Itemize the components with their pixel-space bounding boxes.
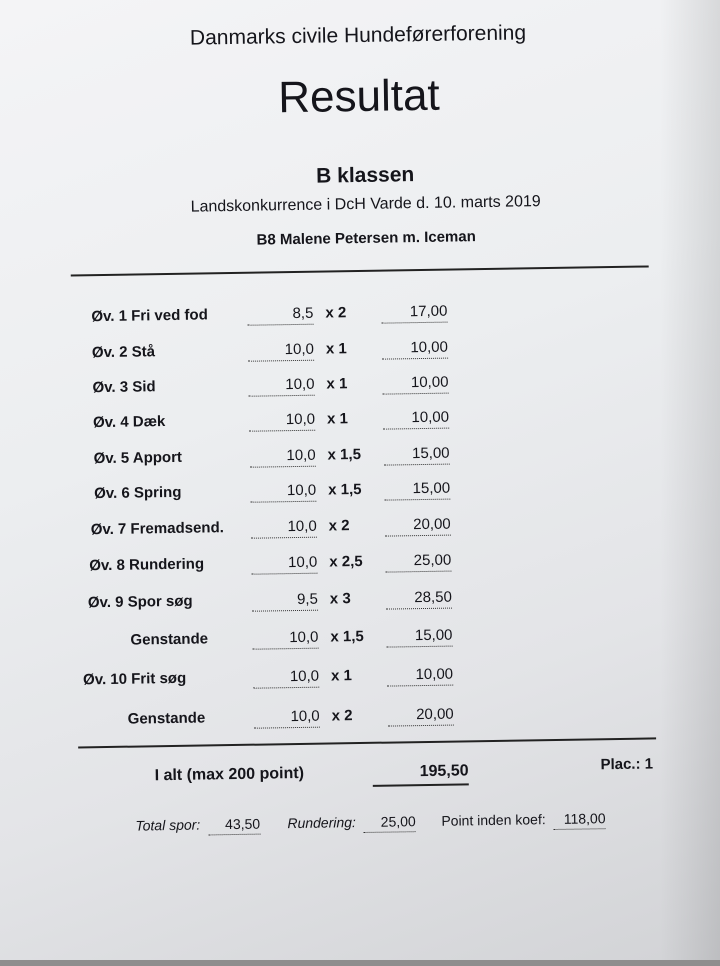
exercise-score: 10,0 (251, 518, 317, 539)
exercise-coefficient: x 2 (331, 707, 353, 725)
total-spor-label: Total spor: (135, 816, 201, 834)
total-spor (135, 816, 260, 837)
exercise-coefficient: x 1 (325, 340, 347, 358)
exercise-name: Øv. 2 Stå (91, 343, 156, 362)
exercise-name: Genstande (127, 709, 206, 728)
exercise-points: 10,00 (383, 409, 449, 430)
exercise-score: 10,0 (251, 554, 317, 575)
point-inden-koef-value: 118,00 (553, 810, 605, 830)
exercise-points: 25,00 (385, 552, 451, 573)
top-divider (71, 265, 649, 276)
table-row (1, 511, 720, 552)
exercise-coefficient: x 2,5 (329, 552, 363, 571)
exercise-name: Øv. 1 Fri ved fod (91, 306, 208, 326)
exercise-name: Øv. 5 Apport (93, 448, 183, 468)
point-inden-koef-label: Point inden koef: (441, 811, 546, 829)
exercise-coefficient: x 1,5 (327, 445, 362, 464)
exercise-points: 20,00 (385, 516, 451, 537)
total-spor-value: 43,50 (208, 816, 260, 836)
table-row (0, 475, 720, 516)
exercise-points: 15,00 (383, 445, 449, 466)
exercise-score: 10,0 (248, 341, 314, 362)
exercise-coefficient: x 2 (325, 304, 347, 322)
exercise-points: 15,00 (386, 627, 452, 648)
class-name: B klassen (316, 163, 415, 188)
exercise-coefficient: x 1,5 (330, 627, 364, 646)
table-row (0, 404, 719, 445)
total-label: I alt (max 200 point) (154, 764, 305, 785)
exercise-name: Øv. 6 Spring (94, 483, 182, 503)
exercise-name: Øv. 9 Spor søg (87, 592, 193, 612)
exercise-score: 10,0 (252, 629, 318, 650)
exercise-points: 20,00 (388, 706, 454, 727)
exercise-score: 10,0 (248, 376, 314, 397)
exercise-name: Øv. 10 Frit søg (82, 669, 187, 689)
exercise-coefficient: x 2 (328, 517, 350, 535)
rundering-total (287, 813, 416, 834)
exercise-points: 15,00 (384, 480, 450, 501)
table-row (1, 547, 720, 588)
exercise-points: 28,50 (386, 589, 452, 610)
table-row (3, 661, 720, 702)
table-row (0, 334, 718, 375)
rundering-label: Rundering: (287, 814, 356, 832)
exercise-score: 9,5 (252, 591, 318, 612)
exercise-name: Øv. 4 Dæk (92, 413, 166, 432)
exercise-name: Øv. 7 Fremadsend. (90, 519, 224, 539)
exercise-score: 10,0 (250, 482, 316, 503)
point-inden-koef (441, 810, 605, 832)
participant-name: B8 Malene Petersen m. Iceman (256, 228, 476, 249)
total-value: 195,50 (372, 762, 468, 787)
competition-info: Landskonkurrence i DcH Varde d. 10. marts 2019 (190, 193, 541, 216)
table-row (0, 369, 719, 410)
exercise-coefficient: x 1,5 (328, 480, 362, 499)
exercise-score: 10,0 (254, 708, 320, 729)
exercise-name: Øv. 8 Rundering (89, 555, 205, 575)
exercise-score: 10,0 (249, 447, 315, 468)
exercise-points: 10,00 (382, 339, 448, 360)
exercise-coefficient: x 1 (326, 410, 349, 428)
exercise-coefficient: x 3 (329, 590, 351, 608)
exercise-points: 10,00 (387, 666, 453, 687)
page-title: Resultat (277, 70, 441, 123)
placement: Plac.: 1 (600, 755, 654, 774)
exercise-coefficient: x 1 (326, 375, 348, 393)
exercise-name: Øv. 3 Sid (92, 378, 156, 397)
exercise-score: 10,0 (253, 668, 319, 689)
exercise-score: 8,5 (247, 305, 313, 326)
exercise-name: Genstande (130, 630, 209, 649)
table-row (4, 701, 720, 742)
exercise-score: 10,0 (249, 411, 315, 432)
exercise-points: 10,00 (382, 374, 448, 395)
organization-name: Danmarks civile Hundeførerforening (189, 21, 527, 50)
table-row (2, 622, 720, 663)
rundering-value: 25,00 (364, 813, 416, 833)
table-row (2, 584, 720, 625)
exercise-coefficient: x 1 (330, 667, 353, 685)
table-row (0, 440, 720, 481)
table-row (0, 298, 718, 339)
exercise-points: 17,00 (381, 303, 447, 324)
